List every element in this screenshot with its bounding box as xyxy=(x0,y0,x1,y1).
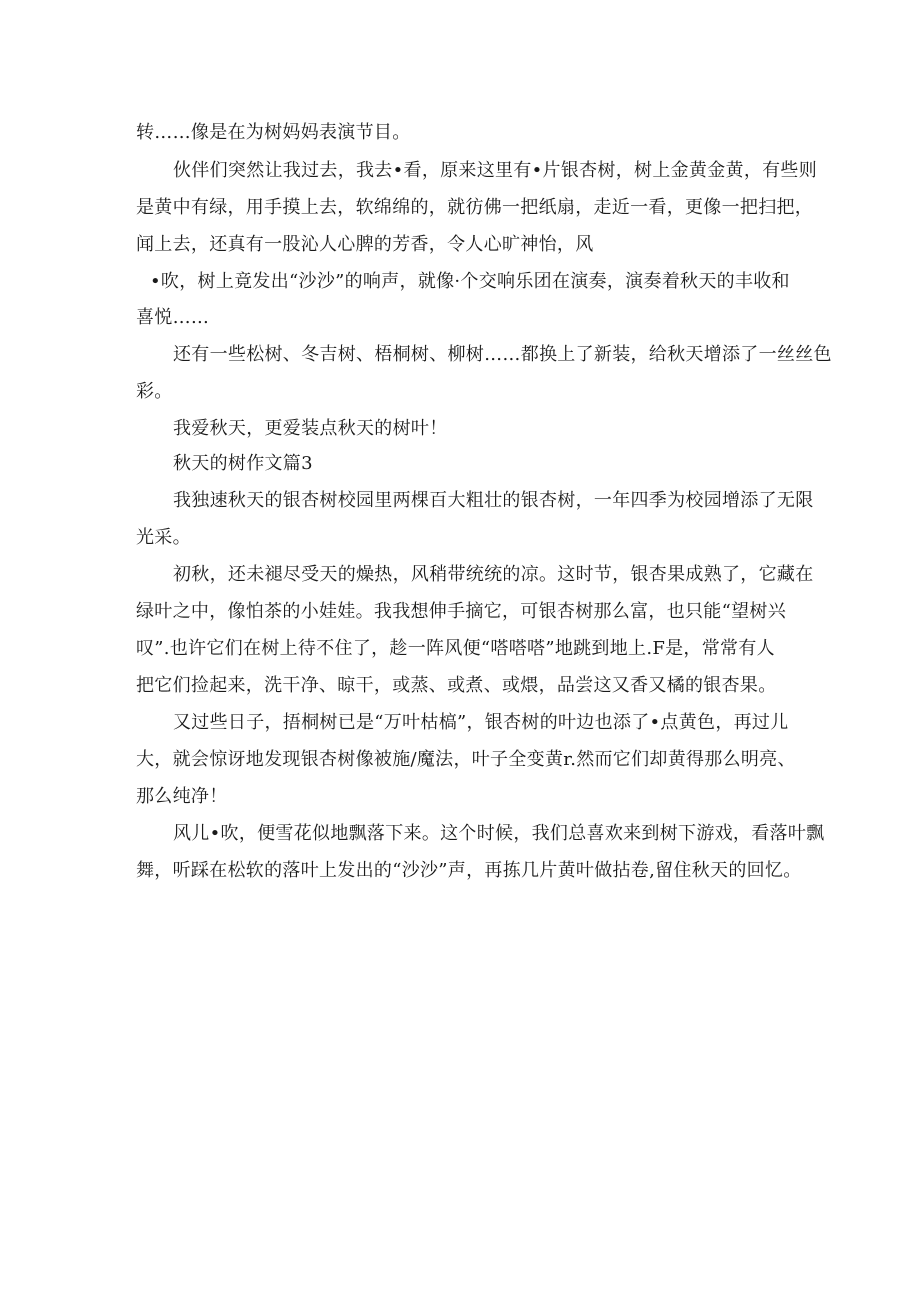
text-line: 是黄中有绿，用手摸上去，软绵绵的，就彷佛一把纸扇，走近一看，更像一把扫把， xyxy=(136,197,814,218)
text-line: 大，就会惊讶地发现银杏树像被施/魔法，叶子全变黄r.然而它们却黄得那么明亮、 xyxy=(136,749,796,770)
text-line: 喜悦…… xyxy=(136,307,210,328)
section-heading: 秋天的树作文篇3 xyxy=(173,453,313,474)
text-line: 叹”.也许它们在树上待不住了，趁一阵风便“嗒嗒嗒”地跳到地上.F是，常常有人 xyxy=(136,638,775,659)
text-line: 绿叶之中，像怕茶的小娃娃。我我想伸手摘它，可银杏树那么富，也只能“望树兴 xyxy=(136,601,786,622)
text-line: 闻上去，还真有一股沁人心脾的芳香，令人心旷神怡，风 xyxy=(136,234,594,255)
text-line: 把它们捡起来，洗干净、晾干，或蒸、或煮、或煨，品尝这又香又橘的银杏果。 xyxy=(136,675,777,696)
text-line: 那么纯净！ xyxy=(136,786,228,807)
text-line: •吹，树上竟发出“沙沙”的响声，就像·个交响乐团在演奏，演奏着秋天的丰收和 xyxy=(150,271,790,292)
text-line: 光采。 xyxy=(136,527,191,548)
text-line: 我独速秋天的银杏树校园里两棵百大粗壮的银杏树，一年四季为校园增添了无限 xyxy=(173,490,814,511)
text-line: 初秋，还未褪尽受天的燥热，风稍带统统的凉。这时节，银杏果成熟了，它藏在 xyxy=(173,564,814,585)
text-line: 彩。 xyxy=(136,381,173,402)
text-line: 转……像是在为树妈妈表演节目。 xyxy=(136,122,411,143)
text-line: 还有一些松树、冬吉树、梧桐树、柳树……都换上了新装，给秋天增添了一丝丝色 xyxy=(173,344,832,365)
text-line: 又过些日子，捂桐树已是“万叶枯槁”，银杏树的叶边也添了•点黄色，再过儿 xyxy=(173,712,789,733)
text-line: 伙伴们突然让我过去，我去•看，原来这里有•片银杏树，树上金黄金黄，有些则 xyxy=(173,160,818,181)
text-line: 风儿•吹，便雪花似地飘落下来。这个时候，我们总喜欢来到树下游戏，看落叶飘 xyxy=(173,823,825,844)
text-line: 我爱秋天，更爱装点秋天的树叶！ xyxy=(173,418,448,439)
text-line: 舞，听踩在松软的落叶上发出的“沙沙”声，再拣几片黄叶做拈卷,留住秋天的回忆。 xyxy=(136,860,802,881)
